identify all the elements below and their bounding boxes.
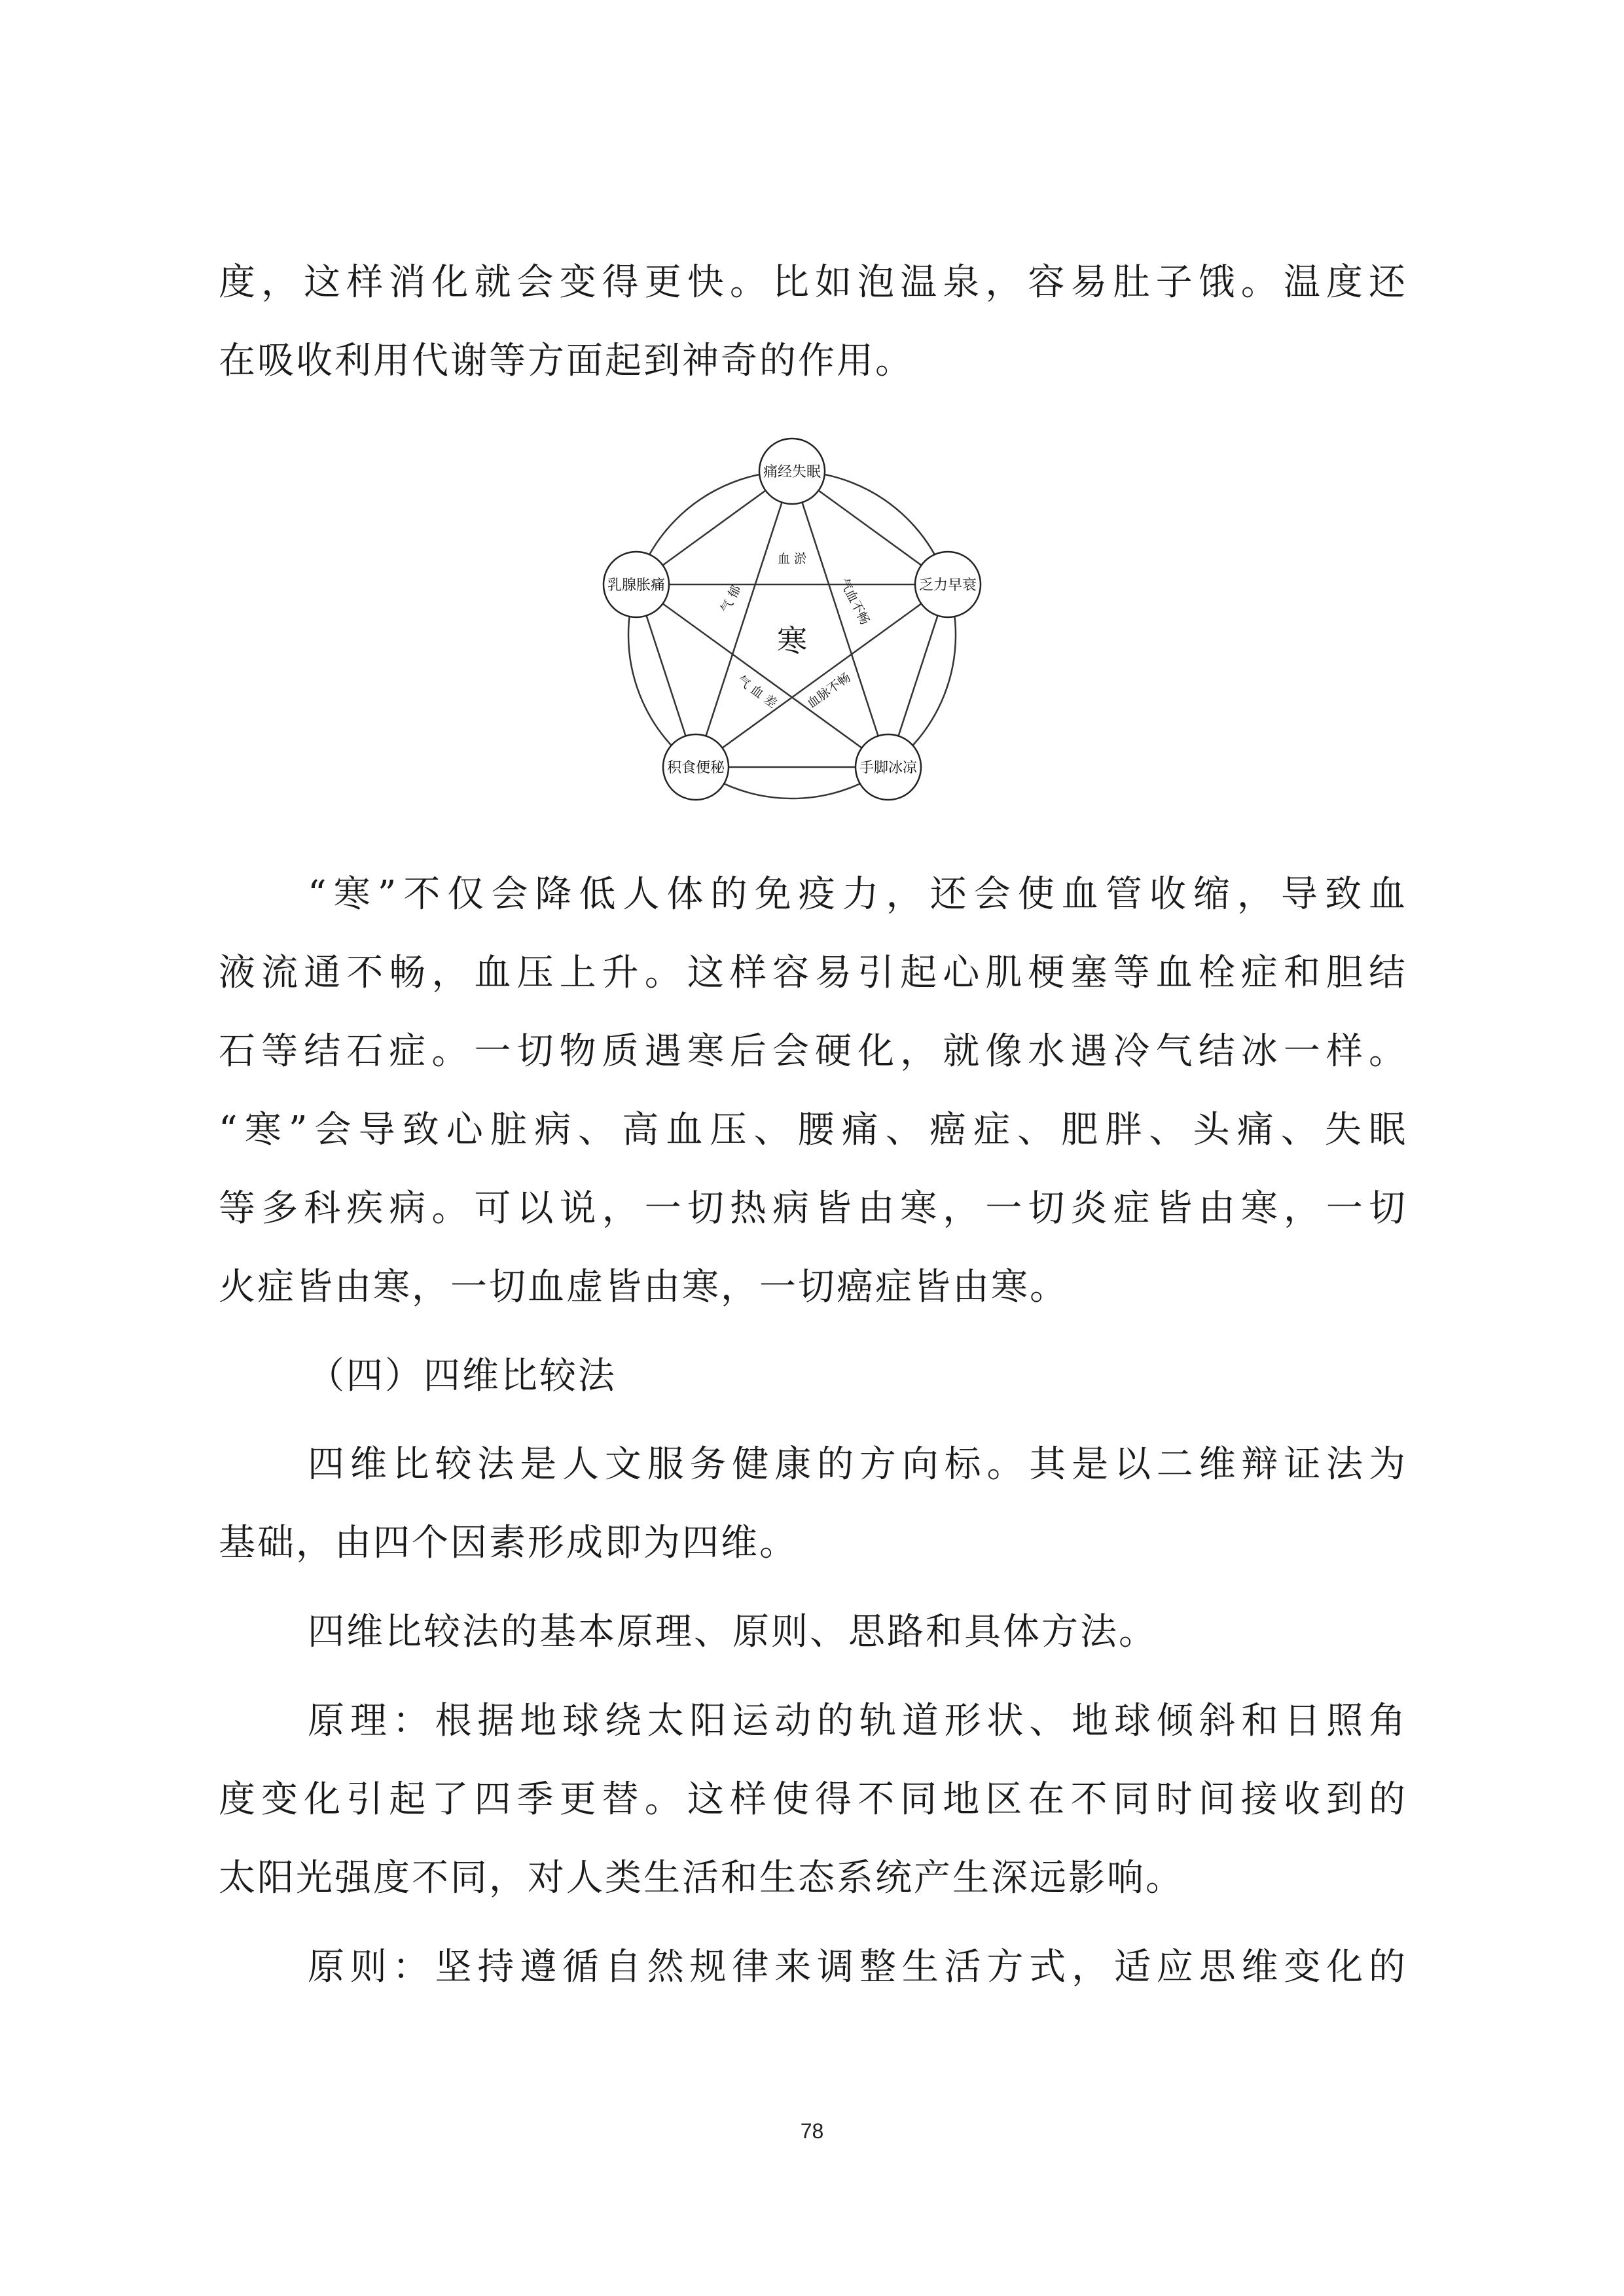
- node-top: [759, 439, 825, 504]
- page-number: 78: [800, 2119, 824, 2143]
- edge-label-left: 气 郁: [717, 583, 744, 615]
- text-line: 液流通不畅，血压上升。这样容易引起心肌梗塞等血栓症和胆结: [219, 952, 1407, 994]
- node-label: 乳腺胀痛: [607, 577, 666, 594]
- text-line: 度，这样消化就会变得更快。比如泡温泉，容易肚子饿。温度还: [219, 261, 1407, 304]
- text-line: 在吸收利用代谢等方面起到神奇的作用。: [219, 340, 914, 382]
- node-label: 乏力早衰: [918, 577, 977, 594]
- text-line: “寒”不仅会降低人体的免疫力，还会使血管收缩，导致血: [308, 873, 1407, 916]
- edge-label-bottom-left: 气 血 差: [734, 672, 780, 711]
- node-label: 痛经失眠: [763, 464, 821, 480]
- star-lines: [636, 471, 948, 767]
- text-line: 原则：坚持遵循自然规律来调整生活方式，适应思维变化的: [308, 1946, 1407, 1988]
- text-line: 度变化引起了四季更替。这样使得不同地区在不同时间接收到的: [219, 1778, 1407, 1821]
- node-bottom-left: [663, 734, 729, 800]
- text-line: 等多科疾病。可以说，一切热病皆由寒，一切炎症皆由寒，一切: [219, 1187, 1407, 1230]
- edge-label-right: 气血不畅: [837, 576, 873, 628]
- center-label: 寒: [777, 623, 807, 658]
- text-line: 石等结石症。一切物质遇寒后会硬化，就像水遇冷气结冰一样。: [219, 1030, 1407, 1073]
- text-line: 基础，由四个因素形成即为四维。: [219, 1522, 798, 1564]
- node-label: 手脚冰凉: [859, 760, 918, 776]
- node-right: [915, 552, 981, 617]
- text-line: 太阳光强度不同，对人类生活和生态系统产生深远影响。: [219, 1857, 1184, 1899]
- node-label: 积食便秘: [666, 760, 725, 776]
- edge-label-bottom-right: 血脉不畅: [804, 670, 854, 711]
- text-line: 四维比较法是人文服务健康的方向标。其是以二维辩证法为: [308, 1443, 1407, 1486]
- section-heading: （四）四维比较法: [308, 1355, 617, 1397]
- five-element-diagram: [563, 425, 1021, 844]
- edge-label-top: 血 淤: [777, 552, 807, 566]
- text-line: “寒”会导致心脏病、高血压、腰痛、癌症、肥胖、头痛、失眠: [219, 1109, 1407, 1151]
- text-line: 原理：根据地球绕太阳运动的轨道形状、地球倾斜和日照角: [308, 1700, 1407, 1742]
- text-line: 四维比较法的基本原理、原则、思路和具体方法。: [308, 1611, 1157, 1653]
- node-bottom-right: [856, 734, 921, 800]
- node-left: [604, 552, 669, 617]
- text-line: 火症皆由寒，一切血虚皆由寒，一切癌症皆由寒。: [219, 1266, 1068, 1308]
